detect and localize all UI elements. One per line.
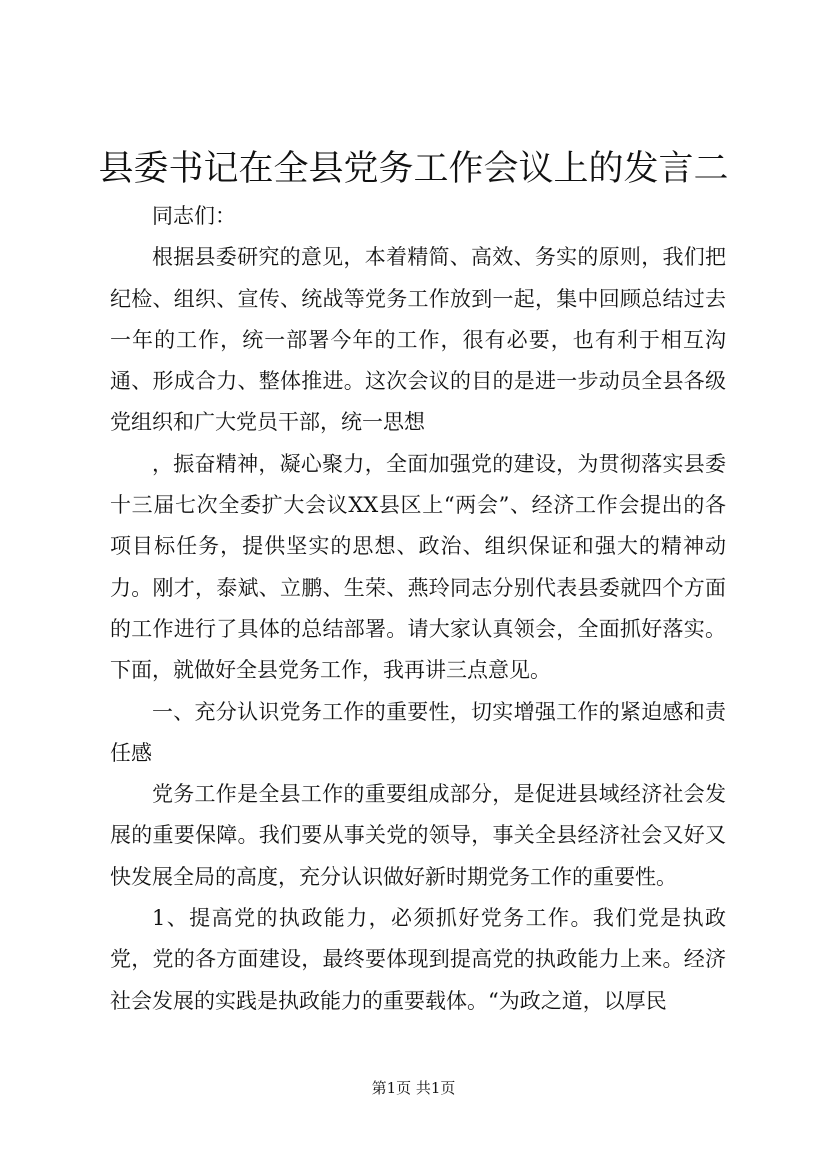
paragraph: 根据县委研究的意见，本着精简、高效、务实的原则，我们把纪检、组织、宣传、统战等党务工作放到一起，集中回顾总结过去一年的工作，统一部署今年的工作，很有必要，也有利于相互沟通、形成合力、整体推进。这次会议的目的是进一步动员全县各级党组织和广大党员干部，统一思想 [110,245,726,435]
paragraph: ，振奋精神，凝心聚力，全面加强党的建设，为贯彻落实县委十三届七次全委扩大会议XX县区上“两会”、经济工作会提出的各项目标任务，提供坚实的思想、政治、组织保证和强大的精神动力。刚才，泰斌、立鹏、生荣、燕玲同志分别代表县委就四个方面的工作进行了具体的总结部署。请大家认真领会，全面抓好落实。下面，就做好全县党务工作，我再讲三点意见。 [110,451,726,683]
paragraph: 党务工作是全县工作的重要组成部分，是促进县域经济社会发展的重要保障。我们要从事关党的领导，事关全县经济社会又好又快发展全局的高度，充分认识做好新时期党务工作的重要性。 [110,782,726,889]
section-heading: 一、充分认识党务工作的重要性，切实增强工作的紧迫感和责任感 [110,699,726,765]
greeting: 同志们： [152,204,236,228]
paragraph: 1、提高党的执政能力，必须抓好党务工作。我们党是执政党，党的各方面建设，最终要体现到提高党的执政能力上来。经济社会发展的实践是执政能力的重要载体。“为政之道，以厚民 [110,906,726,1013]
document-body [110,196,726,1022]
document-title: 县委书记在全县党务工作会议上的发言二 [98,149,729,189]
page-number-footer: 第1页 共1页 [371,1079,456,1097]
